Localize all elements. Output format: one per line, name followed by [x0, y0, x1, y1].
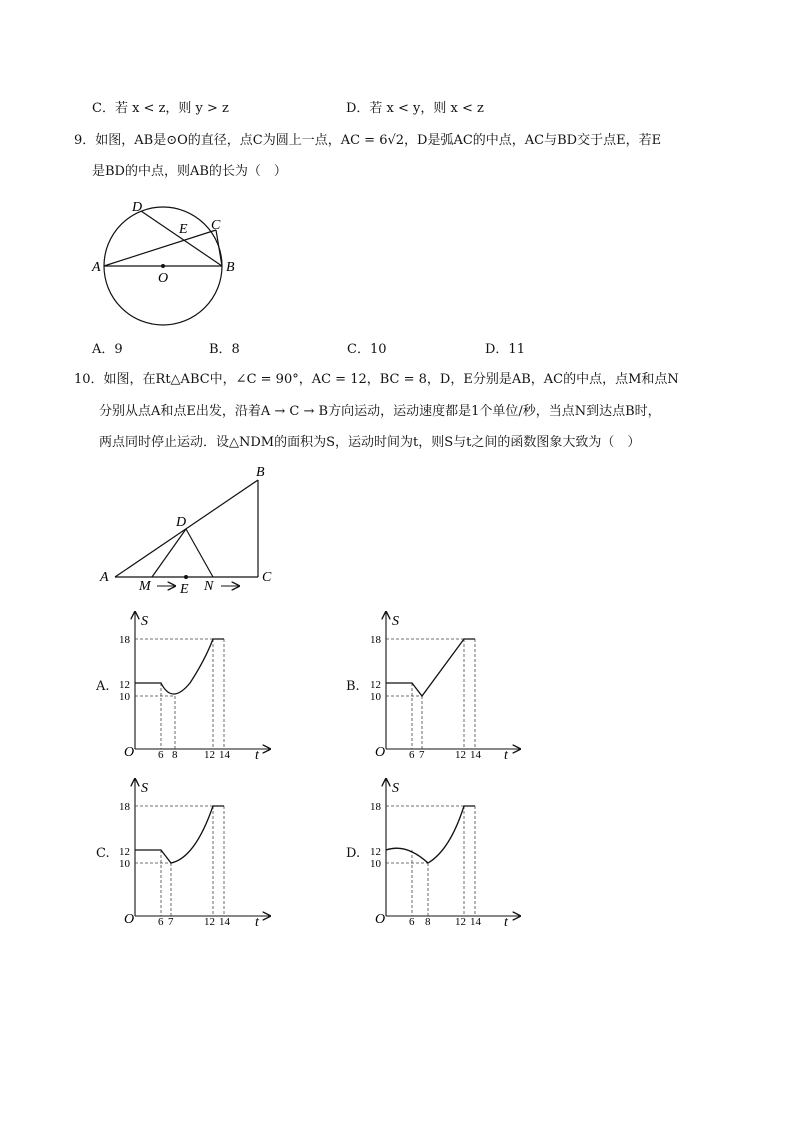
svg-text:14: 14 — [219, 749, 230, 761]
svg-text:S: S — [141, 781, 148, 796]
svg-text:6: 6 — [409, 916, 415, 928]
svg-text:O: O — [124, 745, 135, 760]
svg-text:7: 7 — [168, 916, 174, 928]
q10-graph-a-label: A. — [96, 679, 110, 694]
q9-option-b: B．8 — [209, 342, 240, 357]
svg-text:10: 10 — [119, 691, 130, 703]
svg-text:18: 18 — [370, 801, 381, 813]
svg-text:6: 6 — [409, 749, 415, 761]
svg-text:t: t — [504, 915, 508, 930]
svg-text:O: O — [375, 745, 386, 760]
q10-graph-d — [360, 777, 520, 929]
q8-option-d: D．若 x < y，则 x < z — [346, 101, 484, 116]
q9-option-c: C．10 — [347, 342, 387, 357]
svg-text:18: 18 — [119, 801, 130, 813]
svg-text:12: 12 — [455, 916, 466, 928]
q9-stem-line1: 9．如图，AB是⊙O的直径，点C为圆上一点，AC = 6√2，D是弧AC的中点，AC与BD交于点E，若E — [74, 133, 662, 148]
svg-text:14: 14 — [219, 916, 230, 928]
svg-text:12: 12 — [370, 679, 381, 691]
label-D: D — [176, 515, 187, 530]
q10-graph-d-label: D. — [346, 846, 361, 861]
label-B: B — [256, 465, 265, 480]
svg-text:O: O — [124, 912, 135, 927]
q10-graph-a — [110, 610, 270, 762]
svg-text:18: 18 — [370, 634, 381, 646]
q10-triangle-figure — [95, 465, 285, 600]
svg-text:14: 14 — [470, 749, 481, 761]
q9-circle-figure — [90, 195, 250, 295]
q10-stem-line3: 两点同时停止运动．设△NDM的面积为S，运动时间为t，则S与t之间的函数图象大致为（ ） — [99, 435, 641, 450]
svg-text:t: t — [504, 748, 508, 763]
svg-text:6: 6 — [158, 749, 164, 761]
svg-text:14: 14 — [470, 916, 481, 928]
label-C: C — [211, 218, 221, 233]
svg-text:10: 10 — [370, 858, 381, 870]
svg-text:10: 10 — [370, 691, 381, 703]
svg-text:12: 12 — [119, 679, 130, 691]
label-E: E — [179, 222, 188, 237]
label-B: B — [226, 260, 235, 275]
label-N: N — [204, 579, 214, 594]
label-A: A — [92, 260, 101, 275]
q9-option-a: A．9 — [92, 342, 123, 357]
q10-graph-b — [360, 610, 520, 762]
svg-text:8: 8 — [425, 916, 431, 928]
svg-text:7: 7 — [419, 749, 425, 761]
svg-text:12: 12 — [370, 846, 381, 858]
svg-text:12: 12 — [455, 749, 466, 761]
label-A: A — [100, 570, 109, 585]
svg-text:6: 6 — [158, 916, 164, 928]
q10-stem-line2: 分别从点A和点E出发，沿着A → C → B方向运动，运动速度都是1个单位/秒，当点N到达点B时， — [99, 404, 661, 419]
svg-text:S: S — [141, 614, 148, 629]
q10-graph-b-label: B. — [346, 679, 360, 694]
svg-text:10: 10 — [119, 858, 130, 870]
label-E: E — [180, 582, 189, 597]
label-C: C — [262, 570, 272, 585]
q10-stem-line1: 10．如图，在Rt△ABC中，∠C = 90°，AC = 12，BC = 8，D，E分别是AB，AC的中点，点M和点N — [74, 372, 679, 387]
svg-text:8: 8 — [172, 749, 178, 761]
label-D: D — [132, 200, 143, 215]
label-M: M — [139, 579, 151, 594]
svg-text:t: t — [255, 748, 259, 763]
svg-text:S: S — [392, 781, 399, 796]
q8-option-c: C．若 x < z，则 y > z — [92, 101, 229, 116]
q10-graph-c — [110, 777, 270, 929]
svg-text:t: t — [255, 915, 259, 930]
label-O: O — [158, 271, 169, 286]
q9-option-d: D．11 — [485, 342, 525, 357]
svg-text:12: 12 — [119, 846, 130, 858]
svg-text:O: O — [375, 912, 386, 927]
svg-text:12: 12 — [204, 916, 215, 928]
q9-stem-line2: 是BD的中点，则AB的长为（ ） — [92, 164, 287, 179]
svg-text:12: 12 — [204, 749, 215, 761]
svg-text:18: 18 — [119, 634, 130, 646]
q10-graph-c-label: C. — [96, 846, 110, 861]
svg-text:S: S — [392, 614, 399, 629]
